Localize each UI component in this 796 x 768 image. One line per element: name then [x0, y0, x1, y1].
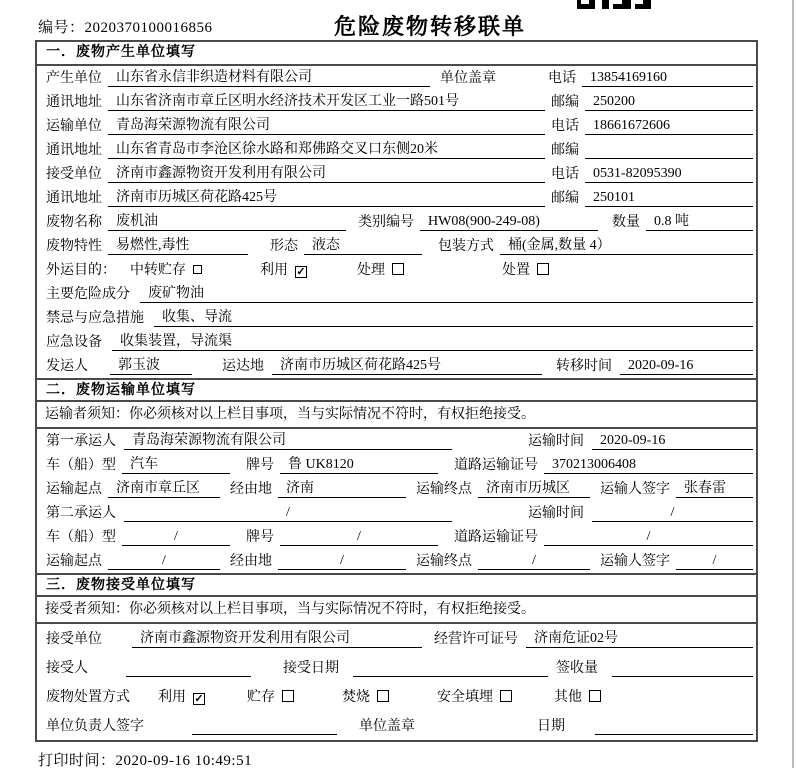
- taboo-row: [37, 306, 756, 330]
- road-license-value: 370213006408: [544, 456, 753, 474]
- disposal-option-landfill: [437, 686, 512, 706]
- plate-label: 牌号: [246, 530, 274, 545]
- plate-label: 牌号: [246, 458, 274, 473]
- vehicle-label: 车（船）型: [46, 530, 116, 545]
- serial-value: 2020370100016856: [84, 20, 213, 36]
- unit-seal-label: 单位盖章: [440, 71, 496, 86]
- second-carrier-row: [37, 501, 756, 525]
- phone-value: 0531-82095390: [585, 165, 753, 183]
- second-route-row: [37, 549, 756, 573]
- origin-label: 运输起点: [46, 554, 102, 569]
- phone-label: 电话: [548, 71, 576, 86]
- carrier-sign-label: 运输人签字: [600, 482, 670, 497]
- serial-label: 编号：: [38, 20, 85, 36]
- transporter-value: 青岛海荣源物流有限公司: [108, 117, 545, 135]
- purpose-option-treat: [357, 259, 404, 279]
- zip-value: [585, 141, 753, 159]
- quantity-value: 0.8 吨: [646, 213, 753, 231]
- option-label: 处理: [357, 263, 385, 278]
- carrier-value: /: [124, 504, 452, 522]
- zip-label: 邮编: [551, 95, 579, 110]
- end-label: 运输终点: [416, 554, 472, 569]
- vehicle-value: 汽车: [122, 456, 230, 474]
- acceptor-value: [126, 659, 251, 677]
- origin-value: /: [108, 552, 220, 570]
- end-label: 运输终点: [416, 482, 472, 497]
- packaging-label: 包装方式: [438, 239, 494, 254]
- option-label: 焚烧: [342, 690, 370, 705]
- first-route-row: [37, 477, 756, 501]
- responsible-sign-row: [37, 711, 756, 740]
- destination-label: 运达地: [222, 359, 264, 374]
- receiver-label: 接受单位: [46, 167, 102, 182]
- address-value: 济南市历城区荷花路425号: [108, 189, 545, 207]
- date-label: 日期: [537, 719, 565, 734]
- waste-name-value: 废机油: [108, 213, 346, 231]
- category-label: 类别编号: [358, 215, 414, 230]
- transport-time-value: /: [592, 504, 753, 522]
- disposal-option-storage: [247, 686, 294, 706]
- carrier-label: 第一承运人: [46, 434, 116, 449]
- disposal-option-other: [554, 686, 601, 706]
- checkbox-checked-icon: ✓: [194, 693, 204, 705]
- print-time-value: 2020-09-16 10:49:51: [115, 753, 253, 768]
- equipment-row: [37, 330, 756, 354]
- permit-value: 济南危证02号: [526, 630, 753, 648]
- hazard-row: [37, 282, 756, 306]
- received-qty-value: [612, 659, 753, 677]
- address-label: 通讯地址: [46, 95, 102, 110]
- road-license-value: /: [544, 528, 753, 546]
- option-label: 利用: [158, 690, 186, 705]
- character-value: 易燃性,毒性: [108, 237, 248, 255]
- receiver-notice: 接受者须知：你必须核对以上栏目事项，当与实际情况不符时，有权拒绝接受。: [37, 597, 756, 624]
- checkbox-icon: [537, 263, 549, 275]
- accept-date-label: 接受日期: [283, 661, 339, 676]
- checkbox-icon: [377, 690, 389, 702]
- option-label: 利用: [260, 263, 288, 278]
- equipment-label: 应急设备: [46, 335, 102, 350]
- producer-row: [37, 66, 756, 90]
- purpose-row: [37, 258, 756, 282]
- vehicle-label: 车（船）型: [46, 458, 116, 473]
- checkbox-icon: [392, 263, 404, 275]
- road-license-label: 道路运输证号: [454, 458, 538, 473]
- zip-label: 邮编: [551, 143, 579, 158]
- carrier-label: 第二承运人: [46, 506, 116, 521]
- destination-value: 济南市历城区荷花路425号: [272, 357, 542, 375]
- via-value: 济南: [278, 480, 406, 498]
- purpose-option-dispose: [502, 259, 549, 279]
- transfer-date-value: 2020-09-16: [620, 357, 753, 375]
- responsible-sign-label: 单位负责人签字: [46, 719, 144, 734]
- acceptor-row: [37, 653, 756, 682]
- purpose-option-utilize: [260, 259, 307, 279]
- section1-header: 一．废物产生单位填写: [37, 42, 756, 66]
- responsible-sign-value: [192, 717, 337, 735]
- transport-time-label: 运输时间: [528, 506, 584, 521]
- hazard-label: 主要危险成分: [46, 287, 130, 302]
- page-title: 危险废物转移联单: [334, 14, 527, 39]
- end-value: /: [478, 552, 590, 570]
- section2-header: 二．废物运输单位填写: [37, 378, 756, 402]
- permit-label: 经营许可证号: [434, 632, 518, 647]
- checkbox-icon: [589, 690, 601, 702]
- accept-unit-value: 济南市鑫源物资开发利用有限公司: [132, 630, 422, 648]
- category-value: HW08(900-249-08): [420, 213, 598, 231]
- quantity-label: 数量: [612, 215, 640, 230]
- qr-code-fragment: [577, 0, 655, 9]
- receiver-value: 济南市鑫源物资开发利用有限公司: [108, 165, 545, 183]
- checkbox-icon: [193, 265, 202, 274]
- shipper-row: [37, 354, 756, 378]
- character-label: 废物特性: [46, 239, 102, 254]
- via-label: 经由地: [230, 482, 272, 497]
- transfer-form: [35, 40, 758, 742]
- accept-date-value: [353, 659, 548, 677]
- equipment-value: 收集装置，导流渠: [112, 333, 753, 351]
- form-label: 形态: [270, 239, 298, 254]
- plate-value: 鲁 UK8120: [280, 456, 438, 474]
- option-label: 中转贮存: [130, 263, 186, 278]
- disposal-method-row: [37, 682, 756, 711]
- first-vehicle-row: [37, 453, 756, 477]
- address-label: 通讯地址: [46, 191, 102, 206]
- checkbox-checked-icon: ✓: [296, 266, 306, 278]
- transporter-address-row: [37, 138, 756, 162]
- receiver-row: [37, 162, 756, 186]
- disposal-option-utilize: [158, 686, 205, 706]
- transport-time-value: 2020-09-16: [592, 432, 753, 450]
- origin-label: 运输起点: [46, 482, 102, 497]
- option-label: 安全填埋: [437, 690, 493, 705]
- road-license-label: 道路运输证号: [454, 530, 538, 545]
- print-time: [38, 749, 252, 768]
- via-value: /: [278, 552, 406, 570]
- option-label: 其他: [554, 690, 582, 705]
- taboo-label: 禁忌与应急措施: [46, 311, 144, 326]
- first-carrier-row: [37, 429, 756, 453]
- received-qty-label: 签收量: [556, 661, 598, 676]
- plate-value: /: [280, 528, 438, 546]
- second-vehicle-row: [37, 525, 756, 549]
- carrier-value: 青岛海荣源物流有限公司: [124, 432, 452, 450]
- acceptor-label: 接受人: [46, 661, 88, 676]
- carrier-sign-value: /: [676, 552, 753, 570]
- receiver-address-row: [37, 186, 756, 210]
- accept-unit-label: 接受单位: [46, 632, 102, 647]
- via-label: 经由地: [230, 554, 272, 569]
- shipper-label: 发运人: [46, 359, 88, 374]
- producer-address-row: [37, 90, 756, 114]
- purpose-option-storage: [130, 259, 202, 279]
- zip-value: 250101: [585, 189, 753, 207]
- unit-seal-label: 单位盖章: [359, 719, 415, 734]
- waste-name-row: [37, 210, 756, 234]
- section3-header: 三．废物接受单位填写: [37, 573, 756, 597]
- waste-name-label: 废物名称: [46, 215, 102, 230]
- shipper-value: 郭玉波: [110, 357, 192, 375]
- vehicle-value: /: [122, 528, 230, 546]
- waste-character-row: [37, 234, 756, 258]
- transporter-row: [37, 114, 756, 138]
- carrier-sign-value: 张春雷: [676, 480, 753, 498]
- phone-value: 18661672606: [585, 117, 753, 135]
- packaging-value: 桶(金属,数量 4）: [500, 237, 753, 255]
- address-label: 通讯地址: [46, 143, 102, 158]
- taboo-value: 收集、导流: [154, 309, 753, 327]
- transfer-date-label: 转移时间: [556, 359, 612, 374]
- form-value: 液态: [304, 237, 422, 255]
- checkbox-icon: [282, 690, 294, 702]
- date-value: [595, 717, 753, 735]
- option-label: 贮存: [247, 690, 275, 705]
- checkbox-icon: [500, 690, 512, 702]
- disposal-label: 废物处置方式: [46, 690, 130, 705]
- accept-unit-row: [37, 624, 756, 653]
- disposal-option-incinerate: [342, 686, 389, 706]
- phone-label: 电话: [551, 119, 579, 134]
- option-label: 处置: [502, 263, 530, 278]
- phone-value: 13854169160: [582, 69, 753, 87]
- address-value: 山东省济南市章丘区明水经济技术开发区工业一路501号: [108, 93, 545, 111]
- transport-time-label: 运输时间: [528, 434, 584, 449]
- address-value: 山东省青岛市李沧区徐水路和郑佛路交叉口东侧20米: [108, 141, 545, 159]
- purpose-label: 外运目的：: [46, 263, 116, 278]
- hazard-value: 废矿物油: [140, 285, 753, 303]
- zip-value: 250200: [585, 93, 753, 111]
- end-value: 济南市历城区: [478, 480, 590, 498]
- origin-value: 济南市章丘区: [108, 480, 220, 498]
- transporter-label: 运输单位: [46, 119, 102, 134]
- producer-value: 山东省永信非织造材料有限公司: [108, 69, 430, 87]
- page-edge-divider: [792, 0, 794, 768]
- carrier-sign-label: 运输人签字: [600, 554, 670, 569]
- phone-label: 电话: [551, 167, 579, 182]
- producer-label: 产生单位: [46, 71, 102, 86]
- serial-number: [38, 16, 213, 37]
- print-time-label: 打印时间：: [38, 753, 116, 768]
- transporter-notice: 运输者须知：你必须核对以上栏目事项，当与实际情况不符时，有权拒绝接受。: [37, 402, 756, 429]
- zip-label: 邮编: [551, 191, 579, 206]
